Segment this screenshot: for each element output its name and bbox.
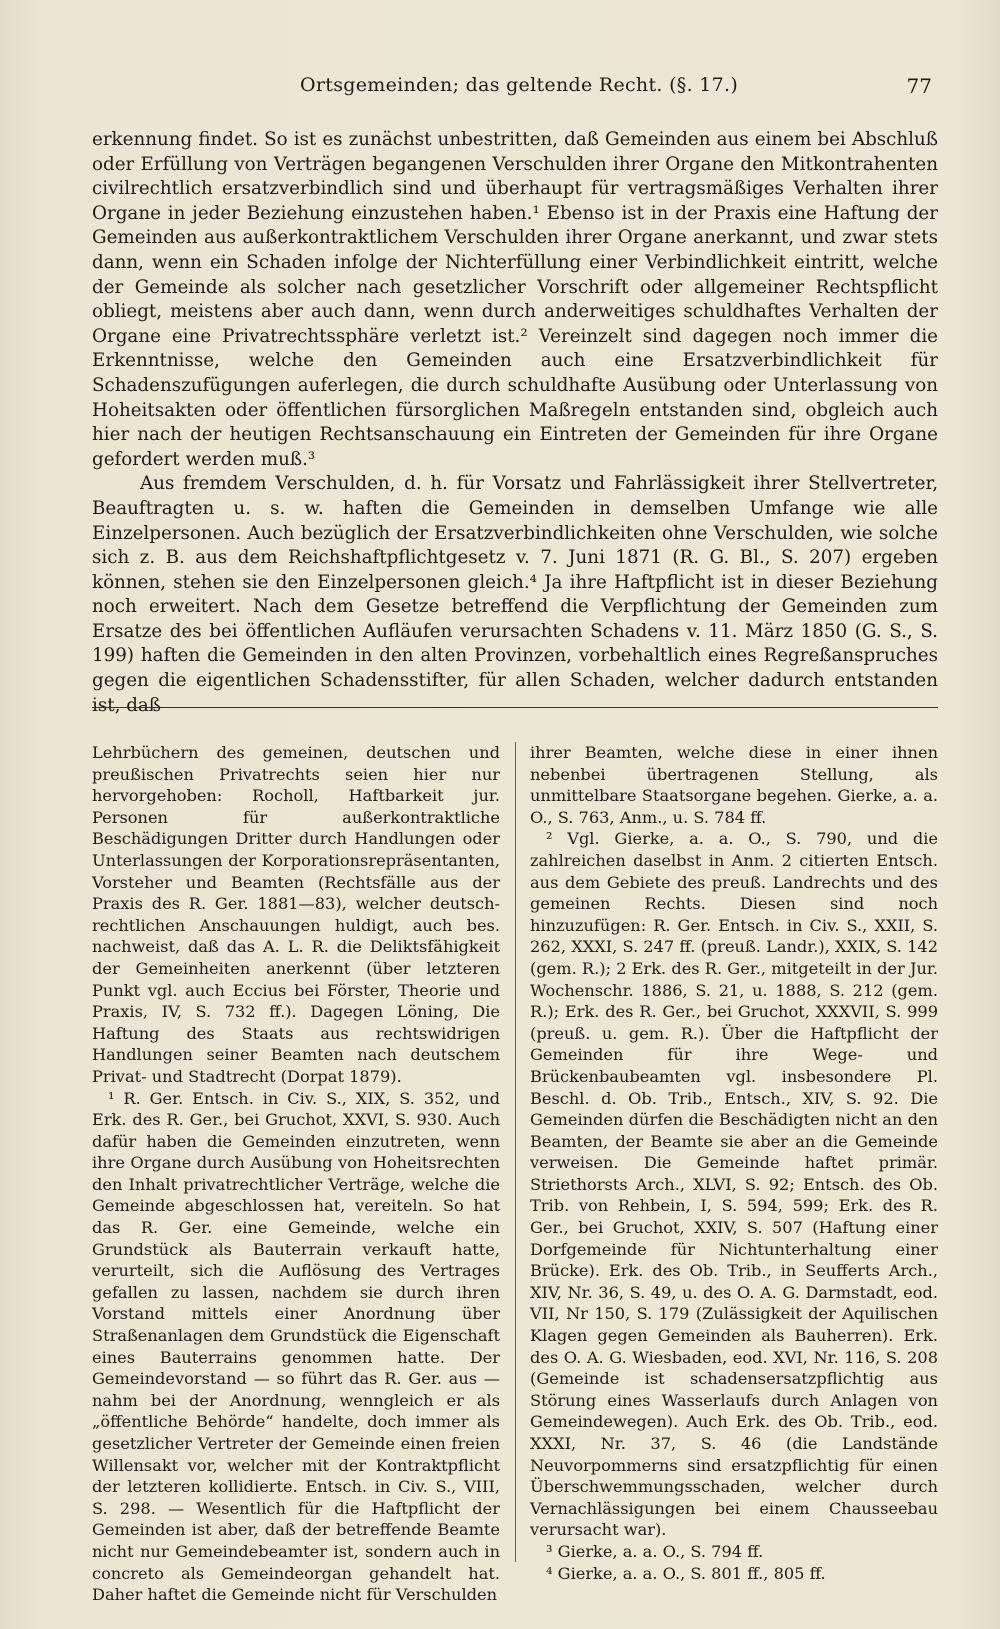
running-head <box>92 74 932 104</box>
footnote-1-continuation: ihrer Beamten, welche diese in einer ihnen nebenbei übertragenen Stellung, als unmittelbare Staatsorgane begehen. Gierke, a. a. O., S. 763, Anm., u. S. 784 ff. <box>530 743 938 827</box>
footnote-separator <box>92 707 938 708</box>
footnote-4: ⁴ Gierke, a. a. O., S. 801 ff., 805 ff. <box>546 1563 826 1583</box>
running-head-title: Ortsgemeinden; das geltende Recht. (§. 17.) <box>300 74 739 96</box>
page-number: 77 <box>906 74 932 98</box>
footnotes <box>92 742 938 1605</box>
footnote-continuation: Lehrbüchern des gemeinen, deutschen und preußischen Privatrechts seien hier nur hervorgehoben: Rocholl, Haftbarkeit jur. Personen für außerkontraktliche Beschädigungen Dritter durch Handlungen oder Unterlassungen der Korporationsrepräsentanten, Vorsteher und Beamten (Rechtsfälle aus der Praxis des R. Ger. 1881—83), welcher deutsch-rechtlichen Anschauungen huldigt, auch bes. nachweist, daß das A. L. R. die Deliktsfähigkeit der Gemeinheiten anerkennt (über letzteren Punkt vgl. auch Eccius bei Förster, Theorie und Praxis, IV, S. 732 ff.). Dagegen Löning, Die Haftung des Staats aus rechtswidrigen Handlungen seiner Beamten nach deutschem Privat- und Stadtrecht (Dorpat 1879). <box>92 743 500 1086</box>
footnotes-right-column <box>530 742 938 1584</box>
main-paragraph: erkennung findet. So ist es zunächst unbestritten, daß Gemeinden aus einem bei Abschluß oder Erfüllung von Verträgen begangenen Verschulden ihrer Organe den Mitkontrahenten civilrechtlich ersatzverbindlich sind und überhaupt für vertragsmäßiges Verhalten ihrer Organe in jeder Beziehung einzustehen haben.¹ Ebenso ist in der Praxis eine Haftung der Gemeinden aus außerkontraktlichem Verschulden ihrer Organe anerkannt, und zwar stets dann, wenn ein Schaden infolge der Nichterfüllung einer Verbindlichkeit eintritt, welche der Gemeinde als solcher nach gesetzlicher Vorschrift oder allgemeiner Rechtspflicht obliegt, meistens aber auch dann, wenn durch anderweitiges schuldhaftes Verhalten der Organe eine Privatrechtssphäre verletzt ist.² Vereinzelt sind dagegen noch immer die Erkenntnisse, welche den Gemeinden auch eine Ersatzverbindlichkeit für Schadenszufügungen auferlegen, die durch schuldhafte Ausübung oder Unterlassung von Hoheitsakten oder öffentlichen fürsorglichen Maßregeln entstanden sind, obgleich auch hier nach der heutigen Rechtsanschauung ein Eintreten der Gemeinden für ihre Organe gefordert werden muß.³ <box>92 129 938 470</box>
footnote-3: ³ Gierke, a. a. O., S. 794 ff. <box>546 1541 764 1561</box>
main-text <box>92 128 938 718</box>
footnotes-left-column <box>92 742 500 1606</box>
main-paragraph: Aus fremdem Verschulden, d. h. für Vorsatz und Fahrlässigkeit ihrer Stellvertreter, Beauftragten u. s. w. haften die Gemeinden in demselben Umfange wie alle Einzelpersonen. Auch bezüglich der Ersatzverbindlichkeiten ohne Verschulden, wie solche sich z. B. aus dem Reichshaftpflichtgesetz v. 7. Juni 1871 (R. G. Bl., S. 207) ergeben können, stehen sie den Einzelpersonen gleich.⁴ Ja ihre Haftpflicht ist in dieser Beziehung noch erweitert. Nach dem Gesetze betreffend die Verpflichtung der Gemeinden zum Ersatze des bei öffentlichen Aufläufen verursachten Schadens v. 11. März 1850 (G. S., S. 199) haften die Gemeinden in den alten Provinzen, vorbehaltlich eines Regreßanspruches gegen die eigentlichen Schadensstifter, für allen Schaden, welcher dadurch entstanden ist, daß <box>92 473 938 716</box>
column-divider <box>515 742 516 1562</box>
footnote-1: ¹ R. Ger. Entsch. in Civ. S., XIX, S. 352, und Erk. des R. Ger., bei Gruchot, XXVI, S. 930. Auch dafür haben die Gemeinden einzutreten, wenn ihre Organe durch Ausübung von Hoheitsrechten den Inhalt privatrechtlicher Verträge, welche die Gemeinde abgeschlossen hat, vereiteln. So hat das R. Ger. eine Gemeinde, welche ein Grundstück als Bauterrain verkauft hatte, verurteilt, sich die Auflösung des Vertrages gefallen zu lassen, nachdem sie durch ihren Vorstand mittels einer Anordnung über Straßenanlagen dem Grundstück die Eigenschaft eines Bauterrains genommen hatte. Der Gemeindevorstand — so führt das R. Ger. aus — nahm bei der Anordnung, wenngleich er als „öffentliche Behörde“ handelte, doch immer als gesetzlicher Vertreter der Gemeinde einen freien Willensakt vor, welcher mit der Kontraktpflicht der letzteren kollidierte. Entsch. in Civ. S., VIII, S. 298. — Wesentlich für die Haftpflicht der Gemeinden ist aber, daß der betreffende Beamte nicht nur Gemeindebeamter ist, sondern auch in concreto als Gemeindeorgan gehandelt hat. Daher haftet die Gemeinde nicht für Verschulden <box>92 1088 500 1605</box>
footnote-2: ² Vgl. Gierke, a. a. O., S. 790, und die zahlreichen daselbst in Anm. 2 citierten Entsch. aus dem Gebiete des preuß. Landrechts und des gemeinen Rechts. Diesen sind noch hinzuzufügen: R. Ger. Entsch. in Civ. S., XXII, S. 262, XXXI, S. 247 ff. (preuß. Landr.), XXIX, S. 142 (gem. R.); 2 Erk. des R. Ger., mitgeteilt in der Jur. Wochenschr. 1886, S. 21, u. 1888, S. 212 (gem. R.); Erk. des R. Ger., bei Gruchot, XXXVII, S. 999 (preuß. u. gem. R.). Über die Haftpflicht der Gemeinden für ihre Wege- und Brückenbaubeamten vgl. insbesondere Pl. Beschl. d. Ob. Trib., Entsch., XIV, S. 92. Die Gemeinden dürfen die Beschädigten nicht an den Beamten, der Beamte sie aber an die Gemeinde verweisen. Die Gemeinde haftet primär. Striethorsts Arch., XLVI, S. 92; Entsch. des Ob. Trib. von Rehbein, I, S. 594, 599; Erk. des R. Ger., bei Gruchot, XXIV, S. 507 (Haftung einer Dorfgemeinde für Nichtunterhaltung einer Brücke). Erk. des Ob. Trib., in Seufferts Arch., XIV, Nr. 36, S. 49, u. des O. A. G. Darmstadt, eod. VII, Nr 150, S. 179 (Zulässigkeit der Aquilischen Klagen gegen Gemeinden als Bauherren). Erk. des O. A. G. Wiesbaden, eod. XVI, Nr. 116, S. 208 (Gemeinde ist schadensersatzpflichtig aus Störung eines Wasserlaufs durch Anlagen von Gemeindewegen). Auch Erk. des Ob. Trib., eod. XXXI, Nr. 37, S. 46 (die Landstände Neuvorpommerns sind ersatzpflichtig für einen Überschwemmungsschaden, welcher durch Vernachlässigungen bei einem Chausseebau verursacht war). <box>530 829 938 1540</box>
